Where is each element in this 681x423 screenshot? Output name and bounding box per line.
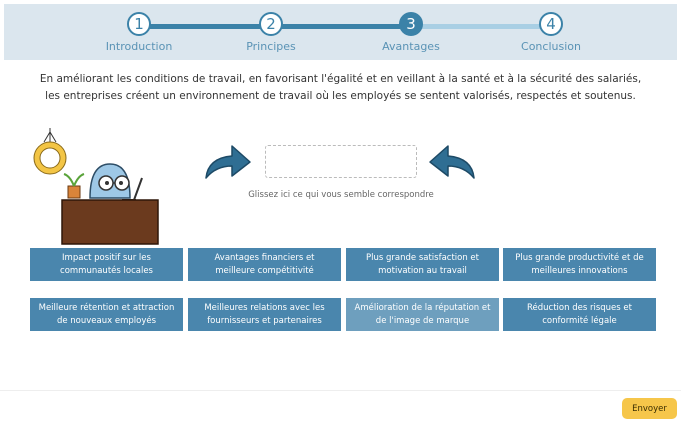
step-label: Conclusion (521, 40, 581, 53)
step-label: Principes (246, 40, 296, 53)
drop-zone-hint: Glissez ici ce qui vous semble correspondre (248, 190, 434, 200)
instruction-text (20, 71, 661, 105)
instruction-line-2: les entreprises créent un environnement de travail où les employés se sentent valorisés, respectés et soutenus. (45, 90, 636, 102)
submit-button[interactable]: Envoyer (622, 398, 677, 419)
step-principes[interactable] (211, 12, 331, 53)
option-card[interactable]: Impact positif sur les communautés locales (30, 248, 183, 281)
arrow-right-icon (202, 142, 254, 182)
robot-character (90, 164, 130, 198)
step-number: 2 (259, 12, 283, 36)
step-label: Introduction (105, 40, 173, 53)
plant-icon (64, 174, 84, 198)
step-number: 3 (399, 12, 423, 36)
step-number: 4 (539, 12, 563, 36)
option-card[interactable]: Réduction des risques et conformité légale (503, 298, 656, 331)
step-number: 1 (127, 12, 151, 36)
option-card[interactable]: Plus grande satisfaction et motivation au travail (346, 248, 499, 281)
option-card[interactable]: Meilleure rétention et attraction de nouveaux employés (30, 298, 183, 331)
option-card[interactable]: Meilleures relations avec les fournisseurs et partenaires (188, 298, 341, 331)
option-card[interactable]: Avantages financiers et meilleure compétitivité (188, 248, 341, 281)
instruction-line-1: En améliorant les conditions de travail, en favorisant l'égalité et en veillant à la santé et à la sécurité des salariés, (39, 73, 642, 85)
step-label: Avantages (382, 40, 440, 53)
step-avantages[interactable] (351, 12, 471, 53)
step-conclusion[interactable] (491, 12, 611, 53)
option-card[interactable]: Plus grande productivité et de meilleures innovations (503, 248, 656, 281)
desk (62, 200, 158, 244)
progress-stepper (4, 4, 677, 60)
arrow-left-icon (426, 142, 478, 182)
step-introduction[interactable] (79, 12, 199, 53)
option-card[interactable]: Amélioration de la réputation et de l'image de marque (346, 298, 499, 331)
character-illustration (30, 128, 162, 246)
footer-divider (0, 390, 681, 391)
drop-zone[interactable] (265, 145, 417, 178)
sun-clock-icon (34, 128, 66, 174)
